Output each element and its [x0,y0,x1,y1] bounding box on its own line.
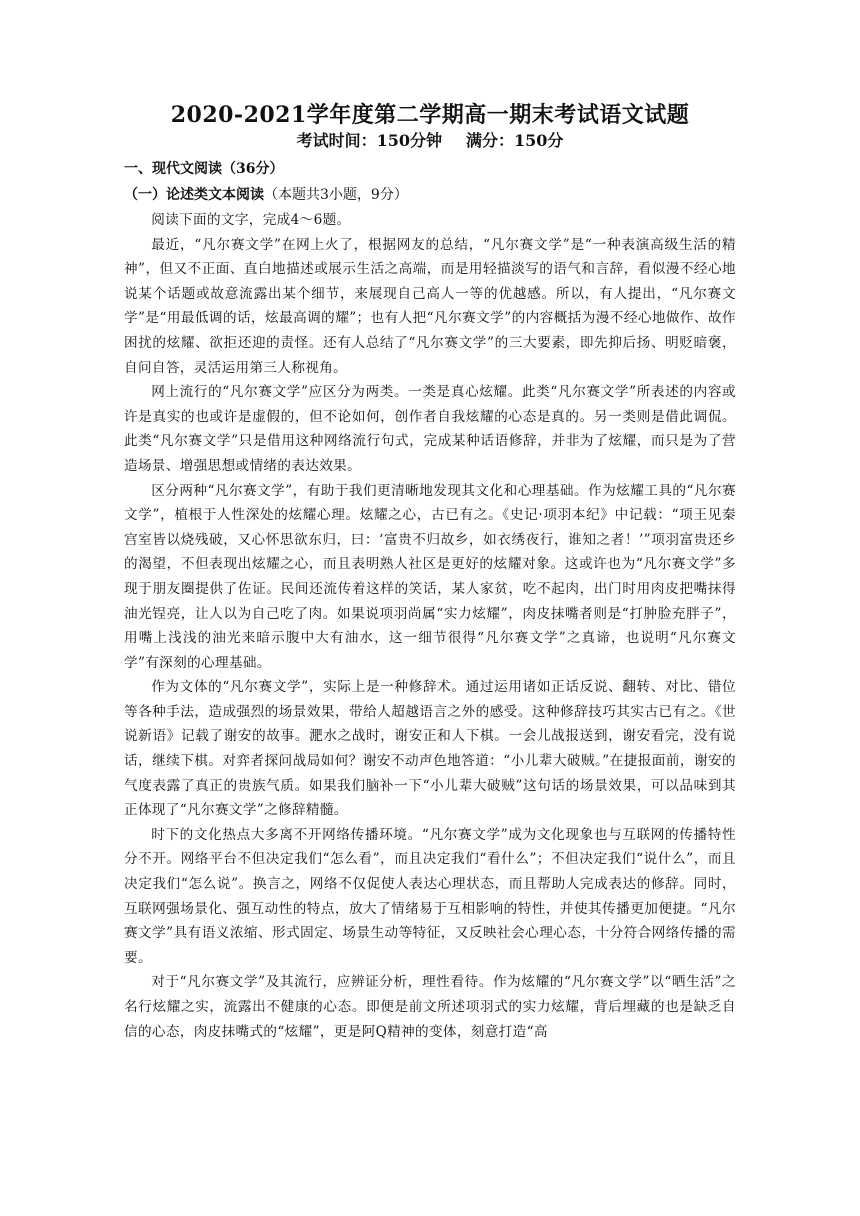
subsection-title: （一）论述类文本阅读 [124,187,264,203]
subsection-heading [124,182,736,208]
exam-score: 满分：150分 [466,131,564,150]
exam-title: 2020-2021学年度第二学期高一期末考试语文试题 [170,102,690,128]
exam-time: 考试时间：150分钟 [296,131,442,150]
passage-paragraph-3: 区分两种“凡尔赛文学”，有助于我们更清晰地发现其文化和心理基础。作为炫耀工具的“凡尔赛文学”，植根于人性深处的炫耀心理。炫耀之心，古已有之。《史记·项羽本纪》中记载：“项王见秦宫室皆以烧残破，又心怀思欲东归，曰：‘富贵不归故乡，如衣绣夜行，谁知之者！’”项羽富贵还乡的渴望，不但表现出炫耀之心，而且表明熟人社区是更好的炫耀对象。这或许也为“凡尔赛文学”多现于朋友圈提供了佐证。民间还流传着这样的笑话，某人家贫，吃不起肉，出门时用肉皮把嘴抹得油光锃亮，让人以为自己吃了肉。如果说项羽尚属“实力炫耀”，肉皮抹嘴者则是“打肿脸充胖子”，用嘴上浅浅的油光来暗示腹中大有油水，这一细节很得“凡尔赛文学”之真谛，也说明“凡尔赛文学”有深刻的心理基础。 [124,482,736,671]
section-heading: 一、现代文阅读（36分） [124,161,284,177]
exam-info [124,130,736,152]
passage-paragraph-1: 最近，“凡尔赛文学”在网上火了，根据网友的总结，“凡尔赛文学”是“一种表演高级生活的精神”，但又不正面、直白地描述或展示生活之高端，而是用轻描淡写的语气和言辞，看似漫不经心地说某个话题或故意流露出某个细节，来展现自己高人一等的优越感。所以，有人提出，“凡尔赛文学”是“用最低调的话，炫最高调的耀”；也有人把“凡尔赛文学”的内容概括为漫不经心地做作、故作困扰的炫耀、欲拒还迎的责怪。还有人总结了“凡尔赛文学”的三大要素，即先抑后扬、明贬暗褒，自问自答，灵活运用第三人称视角。 [124,236,736,376]
reading-instruction: 阅读下面的文字，完成4～6题。 [151,212,351,228]
passage-paragraph-4: 作为文体的“凡尔赛文学”，实际上是一种修辞术。通过运用诸如正话反说、翻转、对比、错位等各种手法，造成强烈的场景效果，带给人超越语言之外的感受。这种修辞技巧其实古已有之。《世说新语》记载了谢安的故事。淝水之战时，谢安正和人下棋。一会儿战报送到，谢安看完，没有说话，继续下棋。对弈者探问战局如何？谢安不动声色地答道：“小儿辈大破贼。”在捷报面前，谢安的气度表露了真正的贵族气质。如果我们脑补一下“小儿辈大破贼”这句话的场景效果，可以品味到其正体现了“凡尔赛文学”之修辞精髓。 [124,679,736,819]
subsection-note: （本题共3小题，9分） [264,187,408,203]
passage-paragraph-6: 对于“凡尔赛文学”及其流行，应辨证分析，理性看待。作为炫耀的“凡尔赛文学”以“晒生活”之名行炫耀之实，流露出不健康的心态。即便是前文所述项羽式的实力炫耀，背后埋藏的也是缺乏自信的心态，肉皮抹嘴式的“炫耀”，更是阿Q精神的变体，刻意打造“高 [124,974,736,1040]
passage-paragraph-2: 网上流行的“凡尔赛文学”应区分为两类。一类是真心炫耀。此类“凡尔赛文学”所表述的内容或许是真实的也或许是虚假的，但不论如何，创作者自我炫耀的心态是真的。另一类则是借此调侃。此类“凡尔赛文学”只是借用这种网络流行句式，完成某种话语修辞，并非为了炫耀，而只是为了营造场景、增强思想或情绪的表达效果。 [124,384,736,474]
passage-paragraph-5: 时下的文化热点大多离不开网络传播环境。“凡尔赛文学”成为文化现象也与互联网的传播特性分不开。网络平台不但决定我们“怎么看”，而且决定我们“看什么”；不但决定我们“说什么”，而且决定我们“怎么说”。换言之，网络不仅促使人表达心理状态，而且帮助人完成表达的修辞。同时，互联网强场景化、强互动性的特点，放大了情绪易于互相影响的特性，并使其传播更加便捷。“凡尔赛文学”具有语义浓缩、形式固定、场景生动等特征，又反映社会心理心态，十分符合网络传播的需要。 [124,826,736,966]
